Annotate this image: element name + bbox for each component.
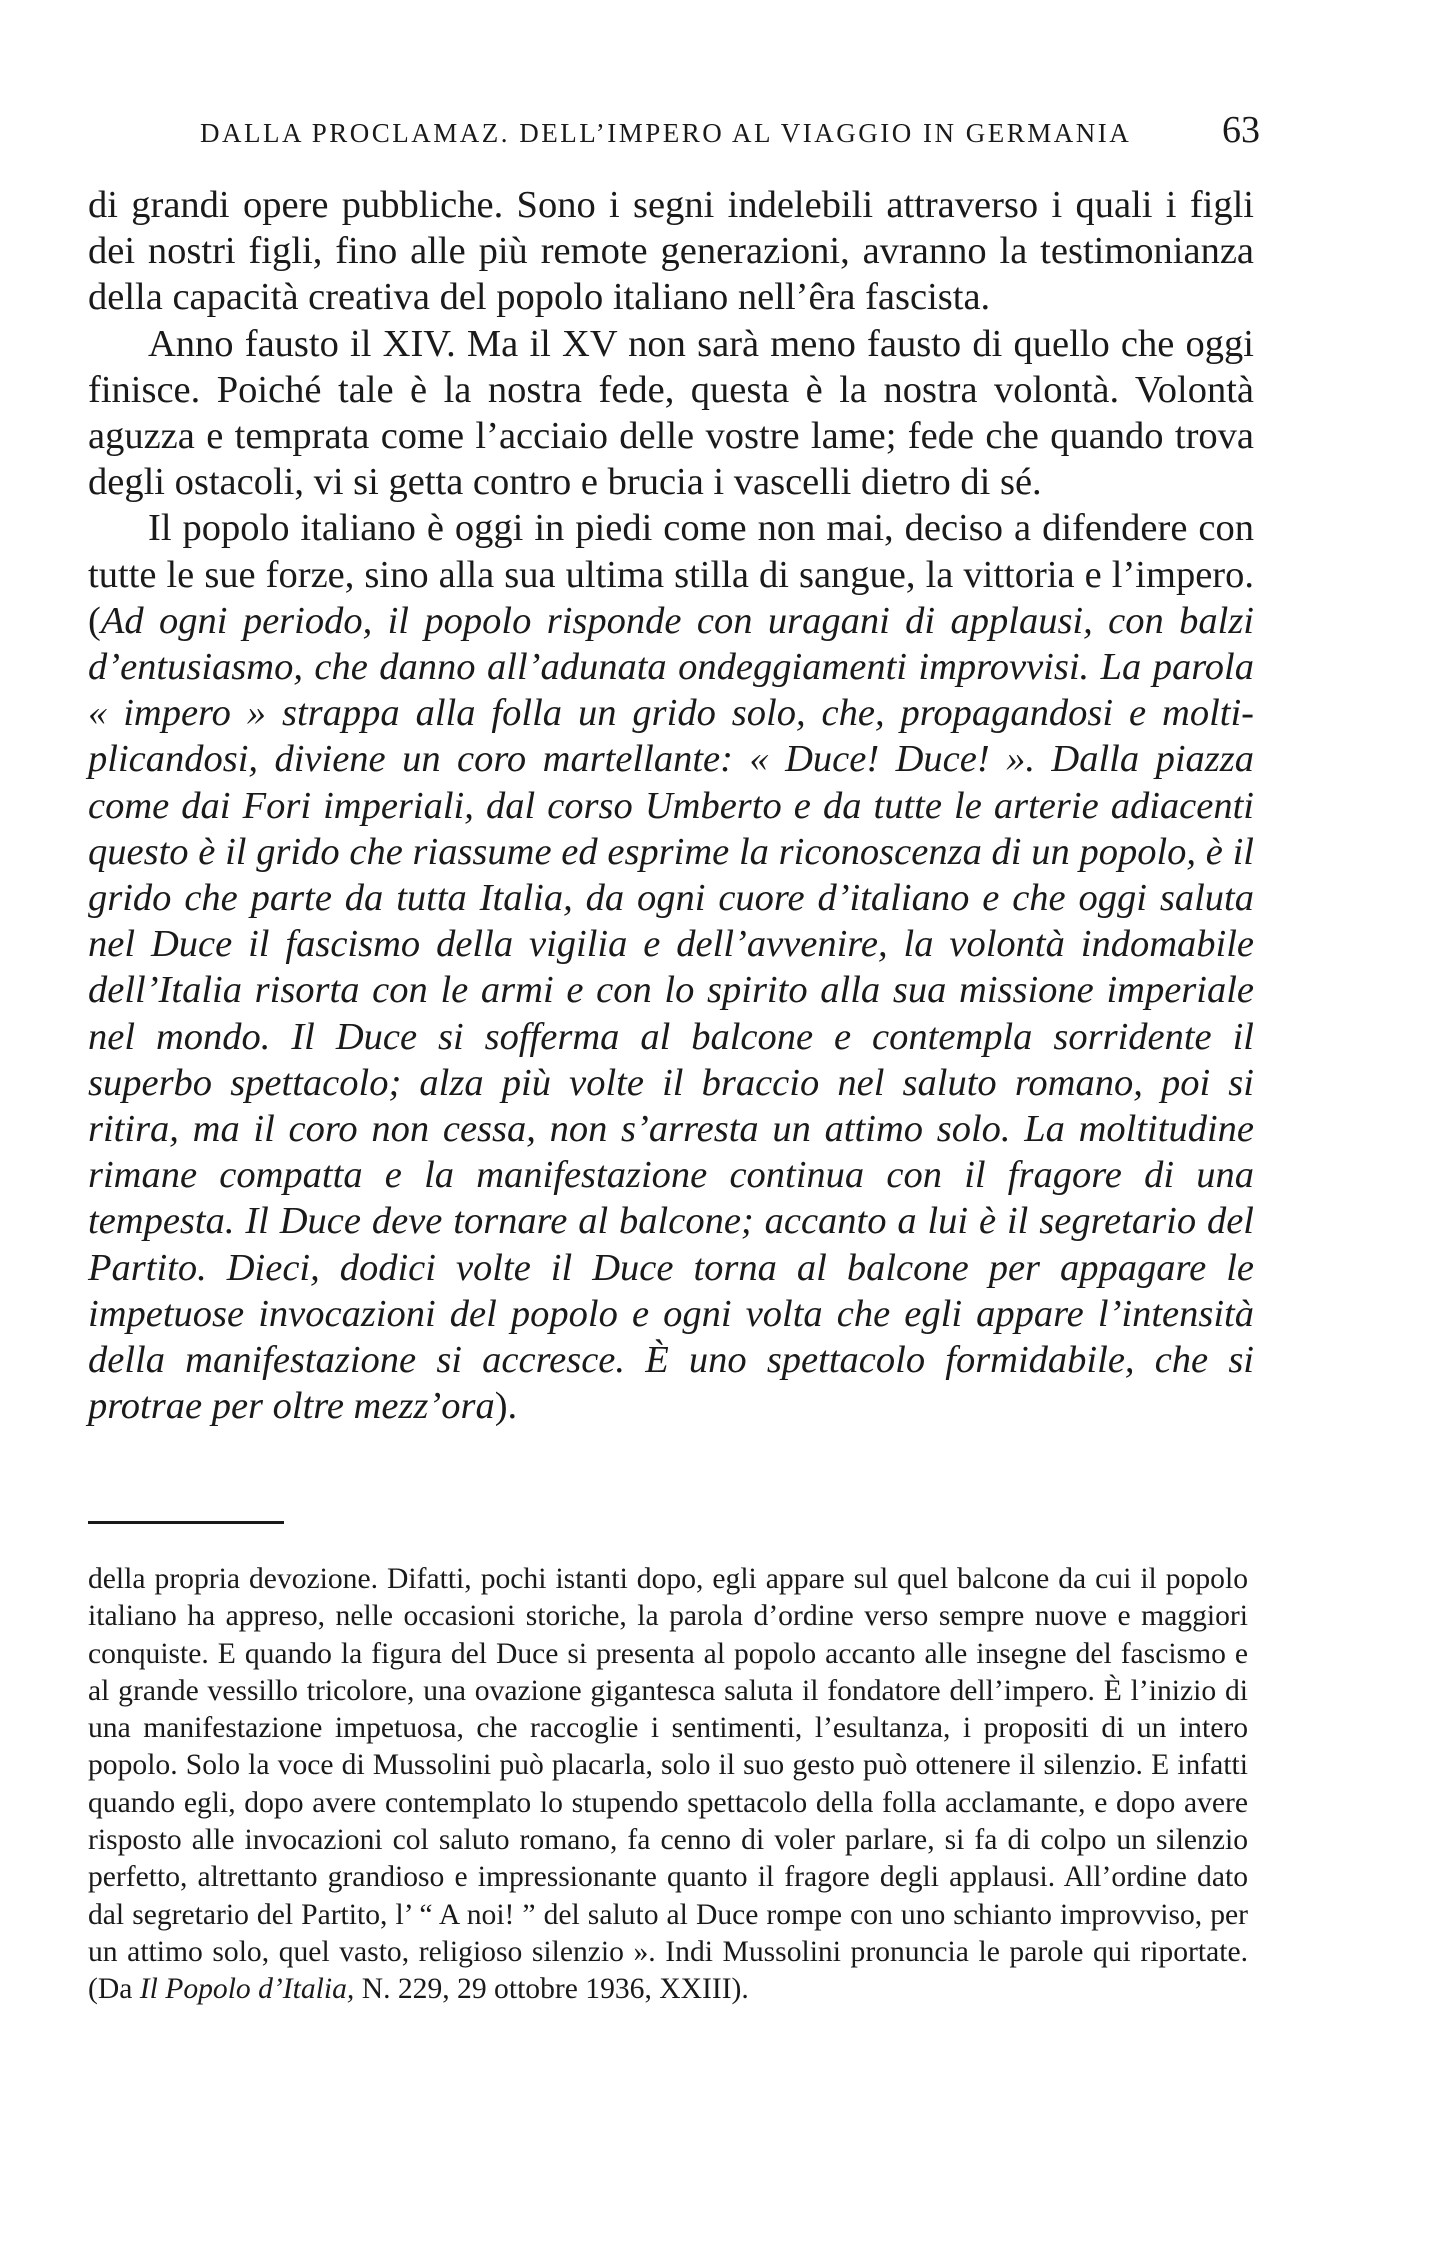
running-title: DALLA PROCLAMAZ. DELL’IMPERO AL VIAGGIO IN GERMANIA xyxy=(200,118,1132,148)
paragraph-2: Anno fausto il XIV. Ma il XV non sarà meno fausto di quello che oggi finisce. Poiché tale è la nostra fede, questa è la nostra volontà. Volontà aguzza e temprata come l’acciaio delle vostre lame; fede che quando trova degli ostacoli, vi si getta contro e brucia i vascelli dietro di sé. xyxy=(88,322,1254,504)
running-header xyxy=(200,108,1260,152)
page-number: 63 xyxy=(1222,109,1260,151)
footnote-paragraph xyxy=(88,1561,1248,2009)
footnote xyxy=(88,1561,1248,2009)
paragraph-3-italic: Ad ogni periodo, il popolo risponde con uragani di applausi, con balzi d’entusiasmo, che danno all’adunata ondeggiamenti improvvisi. La parola « impero » strappa alla folla un grido solo, che, propagandosi e moltiplicandosi, diviene un coro martellante: « Duce! Duce! ». Dalla piazza come dai Fori imperiali, dal corso Umberto e da tutte le arterie adiacenti questo è il grido che riassume ed esprime la riconoscenza di un popolo, è il grido che parte da tutta Italia, da ogni cuore d’italiano e che oggi saluta nel Duce il fascismo della vigilia e dell’avvenire, la volontà indomabile dell’Italia risorta con le armi e con lo spirito alla sua missione imperiale nel mondo. Il Duce si sofferma al balcone e contempla sorridente il superbo spettacolo; alza più volte il braccio nel saluto romano, poi si ritira, ma il coro non cessa, non s’arresta un attimo solo. La moltitudine rimane compatta e la manifestazione continua con il fragore di una tempesta. Il Duce deve tornare al balcone; accanto a lui è il segretario del Partito. Dieci, dodici volte il Duce torna al balcone per appagare le impetuose invocazioni del popolo e ogni volta che egli appare l’intensità della manifestazione si accresce. È uno spettacolo formidabile, che si protrae per oltre mezz’ora xyxy=(88,599,1254,1428)
main-text xyxy=(88,182,1254,1429)
footnote-source-tail: N. 229, 29 ottobre 1936, XXIII). xyxy=(354,1973,749,2006)
footnote-source-title: Il Popolo d’Italia, xyxy=(139,1973,355,2006)
paragraph-1: di grandi opere pubbliche. Sono i segni indelebili attraverso i quali i figli dei nostri figli, fino alle più remote generazioni, avranno la testimonianza della capacità creativa del popolo italiano nell’êra fascista. xyxy=(88,184,1254,319)
paragraph-3 xyxy=(88,505,1254,1429)
paragraph-3-close: ). xyxy=(494,1385,518,1428)
footnote-separator xyxy=(88,1521,284,1524)
footnote-text: della propria devozione. Difatti, pochi istanti dopo, egli appare sul quel balcone da cui il popolo italiano ha appreso, nelle occasioni storiche, la parola d’ordine verso sempre nuove e maggiori conquiste. E quando la figura del Duce si presenta al popolo accanto alle insegne del fascismo e al grande vessillo tricolore, una ovazione gigantesca saluta il fondatore dell’impero. È l’inizio di una manifestazione impetuosa, che raccoglie i sentimenti, l’esultanza, i propositi di un intero popolo. Solo la voce di Mussolini può placarla, solo il suo gesto può ottenere il silenzio. E infatti quando egli, dopo avere contemplato lo stupendo spettacolo della folla acclamante, e dopo avere risposto alle invocazioni col saluto romano, fa cenno di voler parlare, si fa di colpo un silenzio perfetto, altrettanto grandioso e impressionante quanto il fragore degli applausi. All’ordine dato dal segretario del Partito, l’ “ A noi! ” del saluto al Duce rompe con uno schianto improvviso, per un attimo solo, quel vasto, religioso silenzio ». Indi Mussolini pronuncia le parole qui riportate. (Da xyxy=(88,1563,1248,2006)
paragraph-3-roman: Il popolo italiano è oggi in piedi come non mai, deciso a difendere con tutte le sue forze, sino alla sua ultima stilla di sangue, la vittoria e l’impero. ( xyxy=(88,507,1254,642)
